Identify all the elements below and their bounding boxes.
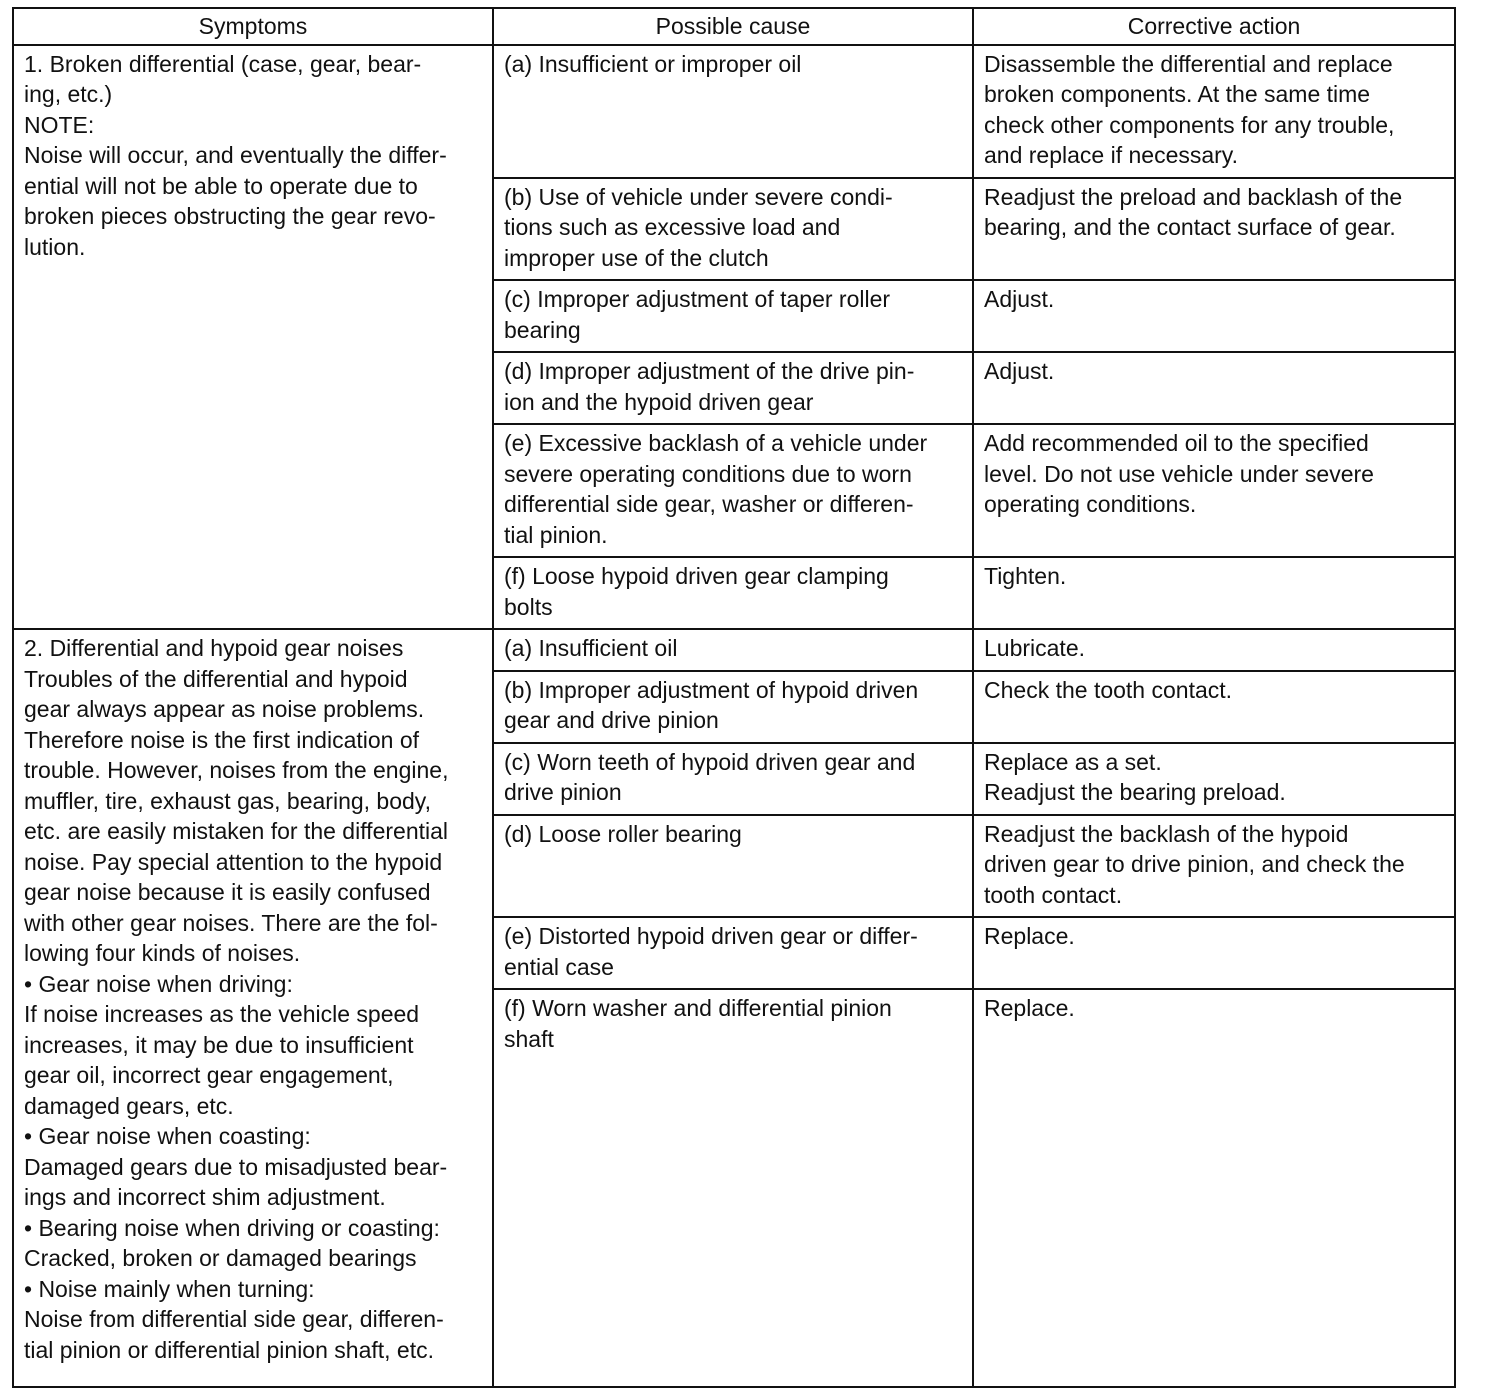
cause-line: tions such as excessive load and <box>504 214 841 240</box>
cause-line: drive pinion <box>504 779 622 805</box>
symptom-line: trouble. However, noises from the engine, <box>24 757 449 783</box>
cause-line: (c) Improper adjustment of taper roller <box>504 286 891 312</box>
symptom-line: ing, etc.) <box>24 81 113 107</box>
symptom-line: damaged gears, etc. <box>24 1092 234 1119</box>
symptom-line: Noise from differential side gear, differen- <box>24 1306 444 1332</box>
cause-line: (d) Improper adjustment of the drive pin- <box>504 358 915 384</box>
corrective-action-cell <box>973 178 1455 281</box>
action-line: Replace. <box>984 923 1075 949</box>
cause-line: (a) Insufficient oil <box>504 635 678 661</box>
cause-line: (e) Excessive backlash of a vehicle under <box>504 430 928 456</box>
symptom-line: • Gear noise when driving: <box>24 970 293 997</box>
cause-line: ential case <box>504 953 614 980</box>
symptom-line: lution. <box>24 233 86 260</box>
action-line: check other components for any trouble, <box>984 111 1395 138</box>
table-row <box>13 629 1455 671</box>
cause-line: (c) Worn teeth of hypoid driven gear and <box>504 748 916 775</box>
symptom-line: 2. Differential and hypoid gear noises <box>24 635 404 661</box>
symptom-line: Therefore noise is the first indication of <box>24 726 420 753</box>
cause-line: shaft <box>504 1025 554 1052</box>
corrective-action-cell <box>973 815 1455 918</box>
symptom-cell <box>13 45 493 630</box>
action-line: broken components. At the same time <box>984 81 1371 107</box>
symptom-line: ings and incorrect shim adjustment. <box>24 1184 386 1210</box>
action-line: tooth contact. <box>984 881 1123 908</box>
action-line: Adjust. <box>984 358 1055 384</box>
header-row <box>13 8 1455 45</box>
action-line: Readjust the bearing preload. <box>984 779 1286 805</box>
action-line: Readjust the preload and backlash of the <box>984 183 1403 210</box>
cause-line: (b) Use of vehicle under severe condi- <box>504 183 893 210</box>
symptom-line: broken pieces obstructing the gear revo- <box>24 203 436 229</box>
action-line: Check the tooth contact. <box>984 676 1233 703</box>
corrective-action-cell <box>973 557 1455 629</box>
action-line: driven gear to drive pinion, and check the <box>984 851 1405 877</box>
possible-cause-cell <box>493 917 973 989</box>
symptom-line: gear noise because it is easily confused <box>24 879 431 905</box>
symptom-line: ential will not be able to operate due to <box>24 172 418 199</box>
symptom-line: Damaged gears due to misadjusted bear- <box>24 1153 448 1180</box>
symptom-line: tial pinion or differential pinion shaft, etc. <box>24 1336 434 1363</box>
symptom-line: • Bearing noise when driving or coasting: <box>24 1214 440 1241</box>
symptom-line: NOTE: <box>24 111 95 138</box>
corrective-action-cell <box>973 917 1455 989</box>
header-corrective-action: Corrective action <box>973 8 1455 45</box>
header-possible-cause: Possible cause <box>493 8 973 45</box>
possible-cause-cell <box>493 629 973 671</box>
cause-line: (b) Improper adjustment of hypoid driven <box>504 676 919 703</box>
symptom-line: etc. are easily mistaken for the differential <box>24 818 449 844</box>
cause-line: (f) Worn washer and differential pinion <box>504 995 892 1021</box>
action-line: Tighten. <box>984 563 1067 589</box>
troubleshooting-table <box>12 7 1456 1388</box>
possible-cause-cell <box>493 178 973 281</box>
symptom-line: noise. Pay special attention to the hypoid <box>24 848 443 875</box>
cause-line: (d) Loose roller bearing <box>504 820 742 847</box>
symptom-line: • Noise mainly when turning: <box>24 1275 315 1302</box>
possible-cause-cell <box>493 45 973 178</box>
action-line: Replace as a set. <box>984 748 1162 775</box>
action-line: Lubricate. <box>984 635 1086 661</box>
action-line: and replace if necessary. <box>984 142 1238 168</box>
symptom-line: Cracked, broken or damaged bearings <box>24 1245 417 1271</box>
corrective-action-cell <box>973 352 1455 424</box>
table-body <box>13 45 1455 1388</box>
action-line: Replace. <box>984 995 1075 1021</box>
action-line: level. Do not use vehicle under severe <box>984 460 1374 487</box>
action-line: Disassemble the differential and replace <box>984 50 1393 77</box>
symptom-line: increases, it may be due to insufficient <box>24 1031 414 1058</box>
cause-line: bolts <box>504 593 553 620</box>
symptom-line: lowing four kinds of noises. <box>24 940 301 966</box>
possible-cause-cell <box>493 815 973 918</box>
corrective-action-cell <box>973 989 1455 1387</box>
cause-line: (a) Insufficient or improper oil <box>504 50 802 77</box>
cause-line: (f) Loose hypoid driven gear clamping <box>504 563 889 589</box>
header-symptoms: Symptoms <box>13 8 493 45</box>
symptom-line: gear always appear as noise problems. <box>24 696 425 722</box>
possible-cause-cell <box>493 352 973 424</box>
cause-line: (e) Distorted hypoid driven gear or differ- <box>504 923 918 949</box>
cause-line: ion and the hypoid driven gear <box>504 388 814 415</box>
possible-cause-cell <box>493 557 973 629</box>
action-line: Adjust. <box>984 286 1055 312</box>
action-line: operating conditions. <box>984 491 1197 517</box>
possible-cause-cell <box>493 424 973 557</box>
corrective-action-cell <box>973 743 1455 815</box>
table-row <box>13 45 1455 178</box>
possible-cause-cell <box>493 989 973 1387</box>
cause-line: gear and drive pinion <box>504 707 719 733</box>
possible-cause-cell <box>493 743 973 815</box>
cause-line: improper use of the clutch <box>504 244 769 271</box>
symptom-line: gear oil, incorrect gear engagement, <box>24 1062 394 1088</box>
cause-line: tial pinion. <box>504 521 608 548</box>
corrective-action-cell <box>973 45 1455 178</box>
corrective-action-cell <box>973 280 1455 352</box>
symptom-cell <box>13 629 493 1387</box>
symptom-line: with other gear noises. There are the fol- <box>24 909 438 936</box>
symptom-line: If noise increases as the vehicle speed <box>24 1001 420 1027</box>
action-line: Readjust the backlash of the hypoid <box>984 820 1349 847</box>
cause-line: severe operating conditions due to worn <box>504 460 912 487</box>
action-line: Add recommended oil to the specified <box>984 430 1369 456</box>
symptom-line: muffler, tire, exhaust gas, bearing, body, <box>24 787 431 814</box>
corrective-action-cell <box>973 424 1455 557</box>
symptom-line: 1. Broken differential (case, gear, bear- <box>24 50 422 77</box>
possible-cause-cell <box>493 280 973 352</box>
cause-line: differential side gear, washer or differen- <box>504 491 914 517</box>
corrective-action-cell <box>973 629 1455 671</box>
symptom-line: • Gear noise when coasting: <box>24 1123 311 1149</box>
action-line: bearing, and the contact surface of gear. <box>984 214 1396 240</box>
symptom-line: Noise will occur, and eventually the differ- <box>24 142 447 168</box>
corrective-action-cell <box>973 671 1455 743</box>
symptom-line: Troubles of the differential and hypoid <box>24 665 408 692</box>
cause-line: bearing <box>504 316 581 343</box>
possible-cause-cell <box>493 671 973 743</box>
